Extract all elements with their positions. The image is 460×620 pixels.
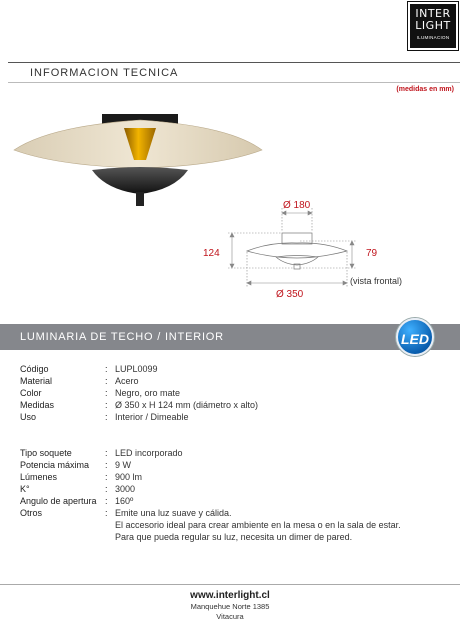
view-label: (vista frontal) [350,276,403,286]
address-line1: Manquehue Norte 1385 [190,602,270,611]
spec-value: LUPL0099 [115,364,158,374]
dimension-lines [228,208,356,288]
spec-label: Lúmenes [20,472,58,482]
product-photo [14,114,262,206]
spec-row: Uso : Interior / Dimeable [20,411,440,423]
spec-row: Medidas : Ø 350 x H 124 mm (diámetro x alto) [20,399,440,411]
spec-row: Potencia máxima : 9 W [20,459,440,471]
spec-value: LED incorporado [115,448,183,458]
footer-rule [0,584,460,585]
logo-line2: LIGHT [415,19,451,32]
section-title: INFORMACION TECNICA [30,67,179,79]
spec-value: 160º [115,496,134,506]
spec-label: Otros [20,508,43,518]
logo-line3: ILUMINACION [416,35,450,40]
spec-row: Código : LUPL0099 [20,363,440,375]
spec-label: Angulo de apertura [20,496,97,506]
spec-row: Angulo de apertura : 160º [20,495,440,507]
technical-drawing [247,233,347,269]
spec-value: Negro, oro mate [115,388,181,398]
other-line: Emite una luz suave y cálida. [115,508,232,518]
other-line: Para que pueda regular su luz, necesita un dimer de pared. [115,532,353,542]
category-title: LUMINARIA DE TECHO / INTERIOR [20,331,224,343]
spec-value: 3000 [115,484,136,494]
units-note: (medidas en mm) [396,86,454,93]
spec-label: Medidas [20,400,55,410]
spec-value: 9 W [115,460,132,470]
logo-line1: INTER [415,7,451,20]
spec-label: K° [20,484,30,494]
spec-value: Ø 350 x H 124 mm (diámetro x alto) [115,400,259,410]
spec-value-other [115,507,440,543]
dim-diameter-top: Ø 180 [283,200,311,211]
spec-row: Color : Negro, oro mate [20,387,440,399]
spec-label: Tipo soquete [20,448,72,458]
spec-value: 900 lm [115,472,143,482]
spec-value: Acero [115,376,139,386]
specs-technical [20,447,440,543]
spec-row: Tipo soquete : LED incorporado [20,447,440,459]
spec-label: Color [20,388,42,398]
spec-label: Material [20,376,53,386]
spec-row-other: Otros : Emite una luz suave y cálida. El accesorio ideal para crear ambiente en la mesa o en la sala de estar. Para que pueda regular su luz, necesita un dimer de pared. [20,507,440,543]
website-link[interactable]: www.interlight.cl [190,590,270,601]
spec-value: Interior / Dimeable [115,412,189,422]
dim-height-total: 124 [203,248,220,259]
spec-label: Uso [20,412,37,422]
spec-row: K° : 3000 [20,483,440,495]
footer [0,590,460,620]
other-line: El accesorio ideal para crear ambiente en la mesa o en la sala de estar. [115,520,401,530]
dim-diameter-bottom: Ø 350 [276,289,304,300]
spec-row: Material : Acero [20,375,440,387]
spec-row: Lúmenes : 900 lm [20,471,440,483]
led-badge-icon: LED [396,318,434,356]
spec-label: Potencia máxima [20,460,90,470]
specs-general [20,363,440,423]
address-line2: Vitacura [216,612,244,620]
spec-label: Código [20,364,49,374]
dim-height-body: 79 [366,248,378,259]
